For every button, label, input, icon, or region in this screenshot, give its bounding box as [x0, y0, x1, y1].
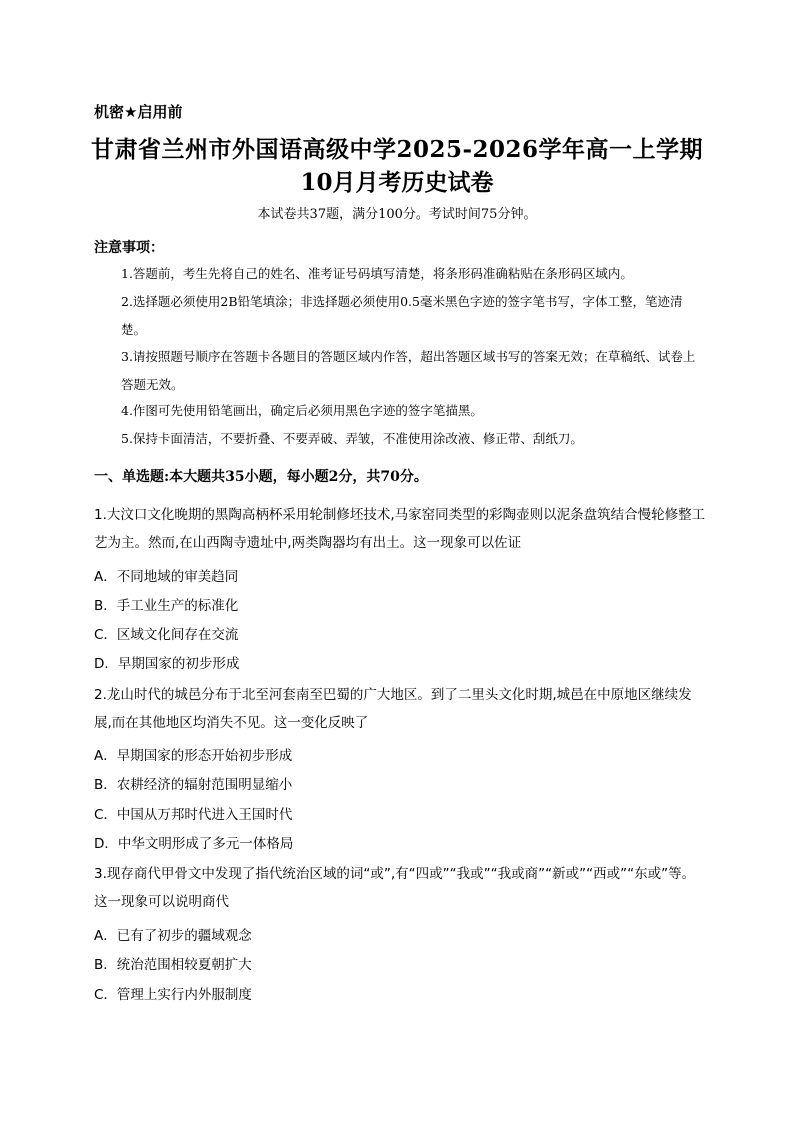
confidential-label: 机密★启用前: [94, 103, 183, 121]
option-item: B．统治范围相较夏朝扩大: [94, 957, 252, 973]
option-item: C．管理上实行内外服制度: [94, 987, 252, 1003]
option-item: A．已有了初步的疆域观念: [94, 928, 252, 944]
question-stem: 1.大汶口文化晚期的黑陶高柄杯采用轮制修坯技术,马家窑同类型的彩陶壶则以泥条盘筑结合慢轮修整工艺为主。然而,在山西陶寺遗址中,两类陶器均有出土。这一现象可以佐证: [94, 507, 706, 551]
option-item: B．农耕经济的辐射范围明显缩小: [94, 777, 293, 793]
notes-heading: 注意事项：: [94, 240, 164, 256]
note-item: 2.选择题必须使用2B铅笔填涂；非选择题必须使用0.5毫米黑色字迹的签字笔书写，字体工整，笔迹清楚。: [121, 294, 683, 337]
option-item: B．手工业生产的标准化: [94, 598, 239, 614]
option-item: A．早期国家的形态开始初步形成: [94, 748, 293, 764]
exam-info: 本试卷共37题，满分100分。考试时间75分钟。: [257, 207, 537, 222]
option-item: D．中华文明形成了多元一体格局: [94, 836, 294, 852]
note-item: 4.作图可先使用铅笔画出，确定后必须用黑色字迹的签字笔描黑。: [121, 403, 483, 418]
exam-title-line2: 10月月考历史试卷: [300, 169, 494, 196]
option-item: C．区域文化间存在交流: [94, 627, 239, 643]
note-item: 5.保持卡面清洁，不要折叠、不要弄破、弄皱，不准使用涂改液、修正带、刮纸刀。: [121, 431, 583, 446]
exam-title-line1: 甘肃省兰州市外国语高级中学2025-2026学年高一上学期: [90, 136, 704, 163]
section-title: 一、单选题:本大题共35小题，每小题2分，共70分。: [94, 469, 428, 485]
option-item: A．不同地域的审美趋同: [94, 569, 239, 585]
question-stem: 2.龙山时代的城邑分布于北至河套南至巴蜀的广大地区。到了二里头文化时期,城邑在中原地区继续发展,而在其他地区均消失不见。这一变化反映了: [94, 687, 692, 731]
option-item: C．中国从万邦时代进入王国时代: [94, 807, 293, 823]
question-stem: 3.现存商代甲骨文中发现了指代统治区域的词“或”,有“四或”“我或”“我或商”“新或”“西或”“东或”等。这一现象可以说明商代: [94, 866, 696, 910]
note-item: 3.请按照题号顺序在答题卡各题目的答题区域内作答，超出答题区域书写的答案无效；在草稿纸、试卷上答题无效。: [121, 349, 696, 392]
option-item: D．早期国家的初步形成: [94, 656, 240, 672]
note-item: 1.答题前，考生先将自己的姓名、准考证号码填写清楚，将条形码准确粘贴在条形码区域内。: [121, 266, 633, 281]
